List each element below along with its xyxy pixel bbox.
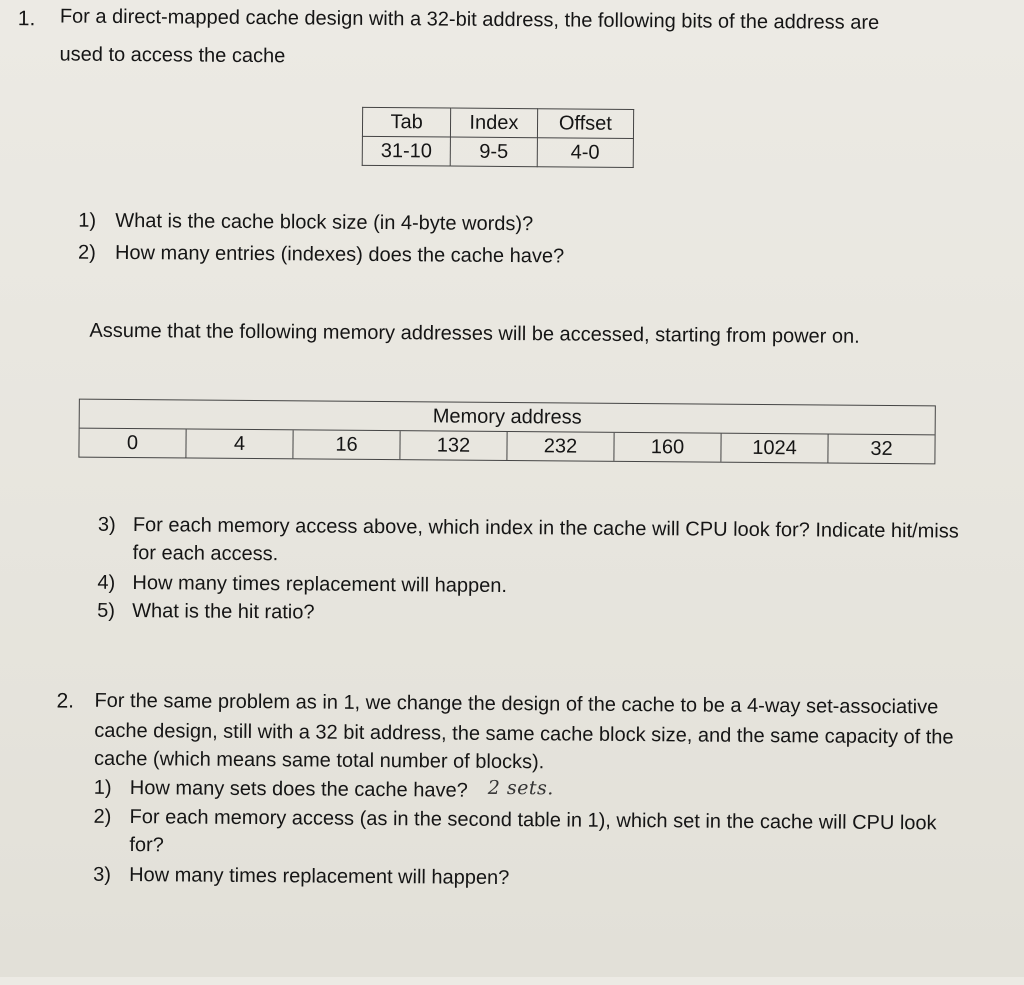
q2-sub3-number: 3)	[93, 863, 112, 886]
header-index: Index	[451, 108, 538, 138]
q1-intro-line1: For a direct-mapped cache design with a 32-bit address, the following bits of the address are	[59, 5, 880, 34]
header-tab: Tab	[362, 107, 450, 137]
q1-sub3-line2: for each access.	[132, 542, 279, 566]
q1-sub4-number: 4)	[97, 571, 116, 594]
q2-sub2-number: 2)	[93, 805, 112, 828]
q1-sub1-text: What is the cache block size (in 4-byte words)?	[115, 209, 534, 236]
q2-sub1-text: How many sets does the cache have?	[129, 777, 468, 802]
q2-sub3-text: How many times replacement will happen?	[129, 864, 510, 890]
memory-address-cell: 132	[400, 431, 507, 460]
address-bits-value-row	[362, 136, 633, 167]
q1-number: 1.	[17, 7, 36, 31]
q1-sub5-text: What is the hit ratio?	[132, 600, 315, 624]
q1-sub3-number: 3)	[97, 513, 116, 536]
q2-line1: For the same problem as in 1, we change the design of the cache to be a 4-way set-associative	[94, 689, 939, 719]
address-bits-header-row	[362, 107, 633, 138]
q2-number: 2.	[56, 689, 75, 713]
q2-line3: cache (which means same total number of blocks).	[93, 747, 545, 774]
memory-address-row	[79, 429, 934, 464]
memory-address-cell: 16	[293, 430, 400, 459]
q1-sub4-text: How many times replacement will happen.	[132, 572, 508, 597]
header-offset: Offset	[537, 109, 634, 139]
q1-sub2-number: 2)	[77, 241, 96, 264]
memory-address-cell: 32	[870, 437, 893, 461]
memory-address-table	[78, 399, 935, 465]
value-offset-bits: 4-0	[537, 138, 634, 168]
q2-line2: cache design, still with a 32 bit address, the same cache block size, and the same capacity of the	[94, 719, 954, 749]
handwritten-answer: 2 sets.	[487, 776, 554, 800]
q2-sub2-line2: for?	[129, 834, 164, 857]
q1-sub1-number: 1)	[78, 209, 97, 232]
assume-statement: Assume that the following memory addresses will be accessed, starting from power on.	[89, 319, 860, 348]
memory-address-cell: 4	[186, 429, 293, 458]
q1-sub5-number: 5)	[97, 599, 116, 622]
q2-sub1-number: 1)	[93, 776, 112, 799]
value-tab-bits: 31-10	[362, 136, 450, 166]
q2-sub2-line1: For each memory access (as in the second table in 1), which set in the cache will CPU look	[129, 806, 937, 835]
memory-address-cell: 0	[79, 429, 186, 458]
memory-address-header: Memory address	[80, 400, 935, 436]
memory-address-cell: 160	[614, 433, 721, 462]
memory-address-cell: 232	[507, 432, 614, 461]
q1-intro-line2: used to access the cache	[59, 43, 286, 68]
memory-address-cell: 1024	[721, 434, 828, 463]
q1-sub2-text: How many entries (indexes) does the cache have?	[114, 241, 565, 268]
value-index-bits: 9-5	[450, 137, 537, 167]
address-bits-table	[362, 107, 634, 168]
q1-sub3-line1: For each memory access above, which index in the cache will CPU look for? Indicate hit/miss	[132, 514, 959, 543]
